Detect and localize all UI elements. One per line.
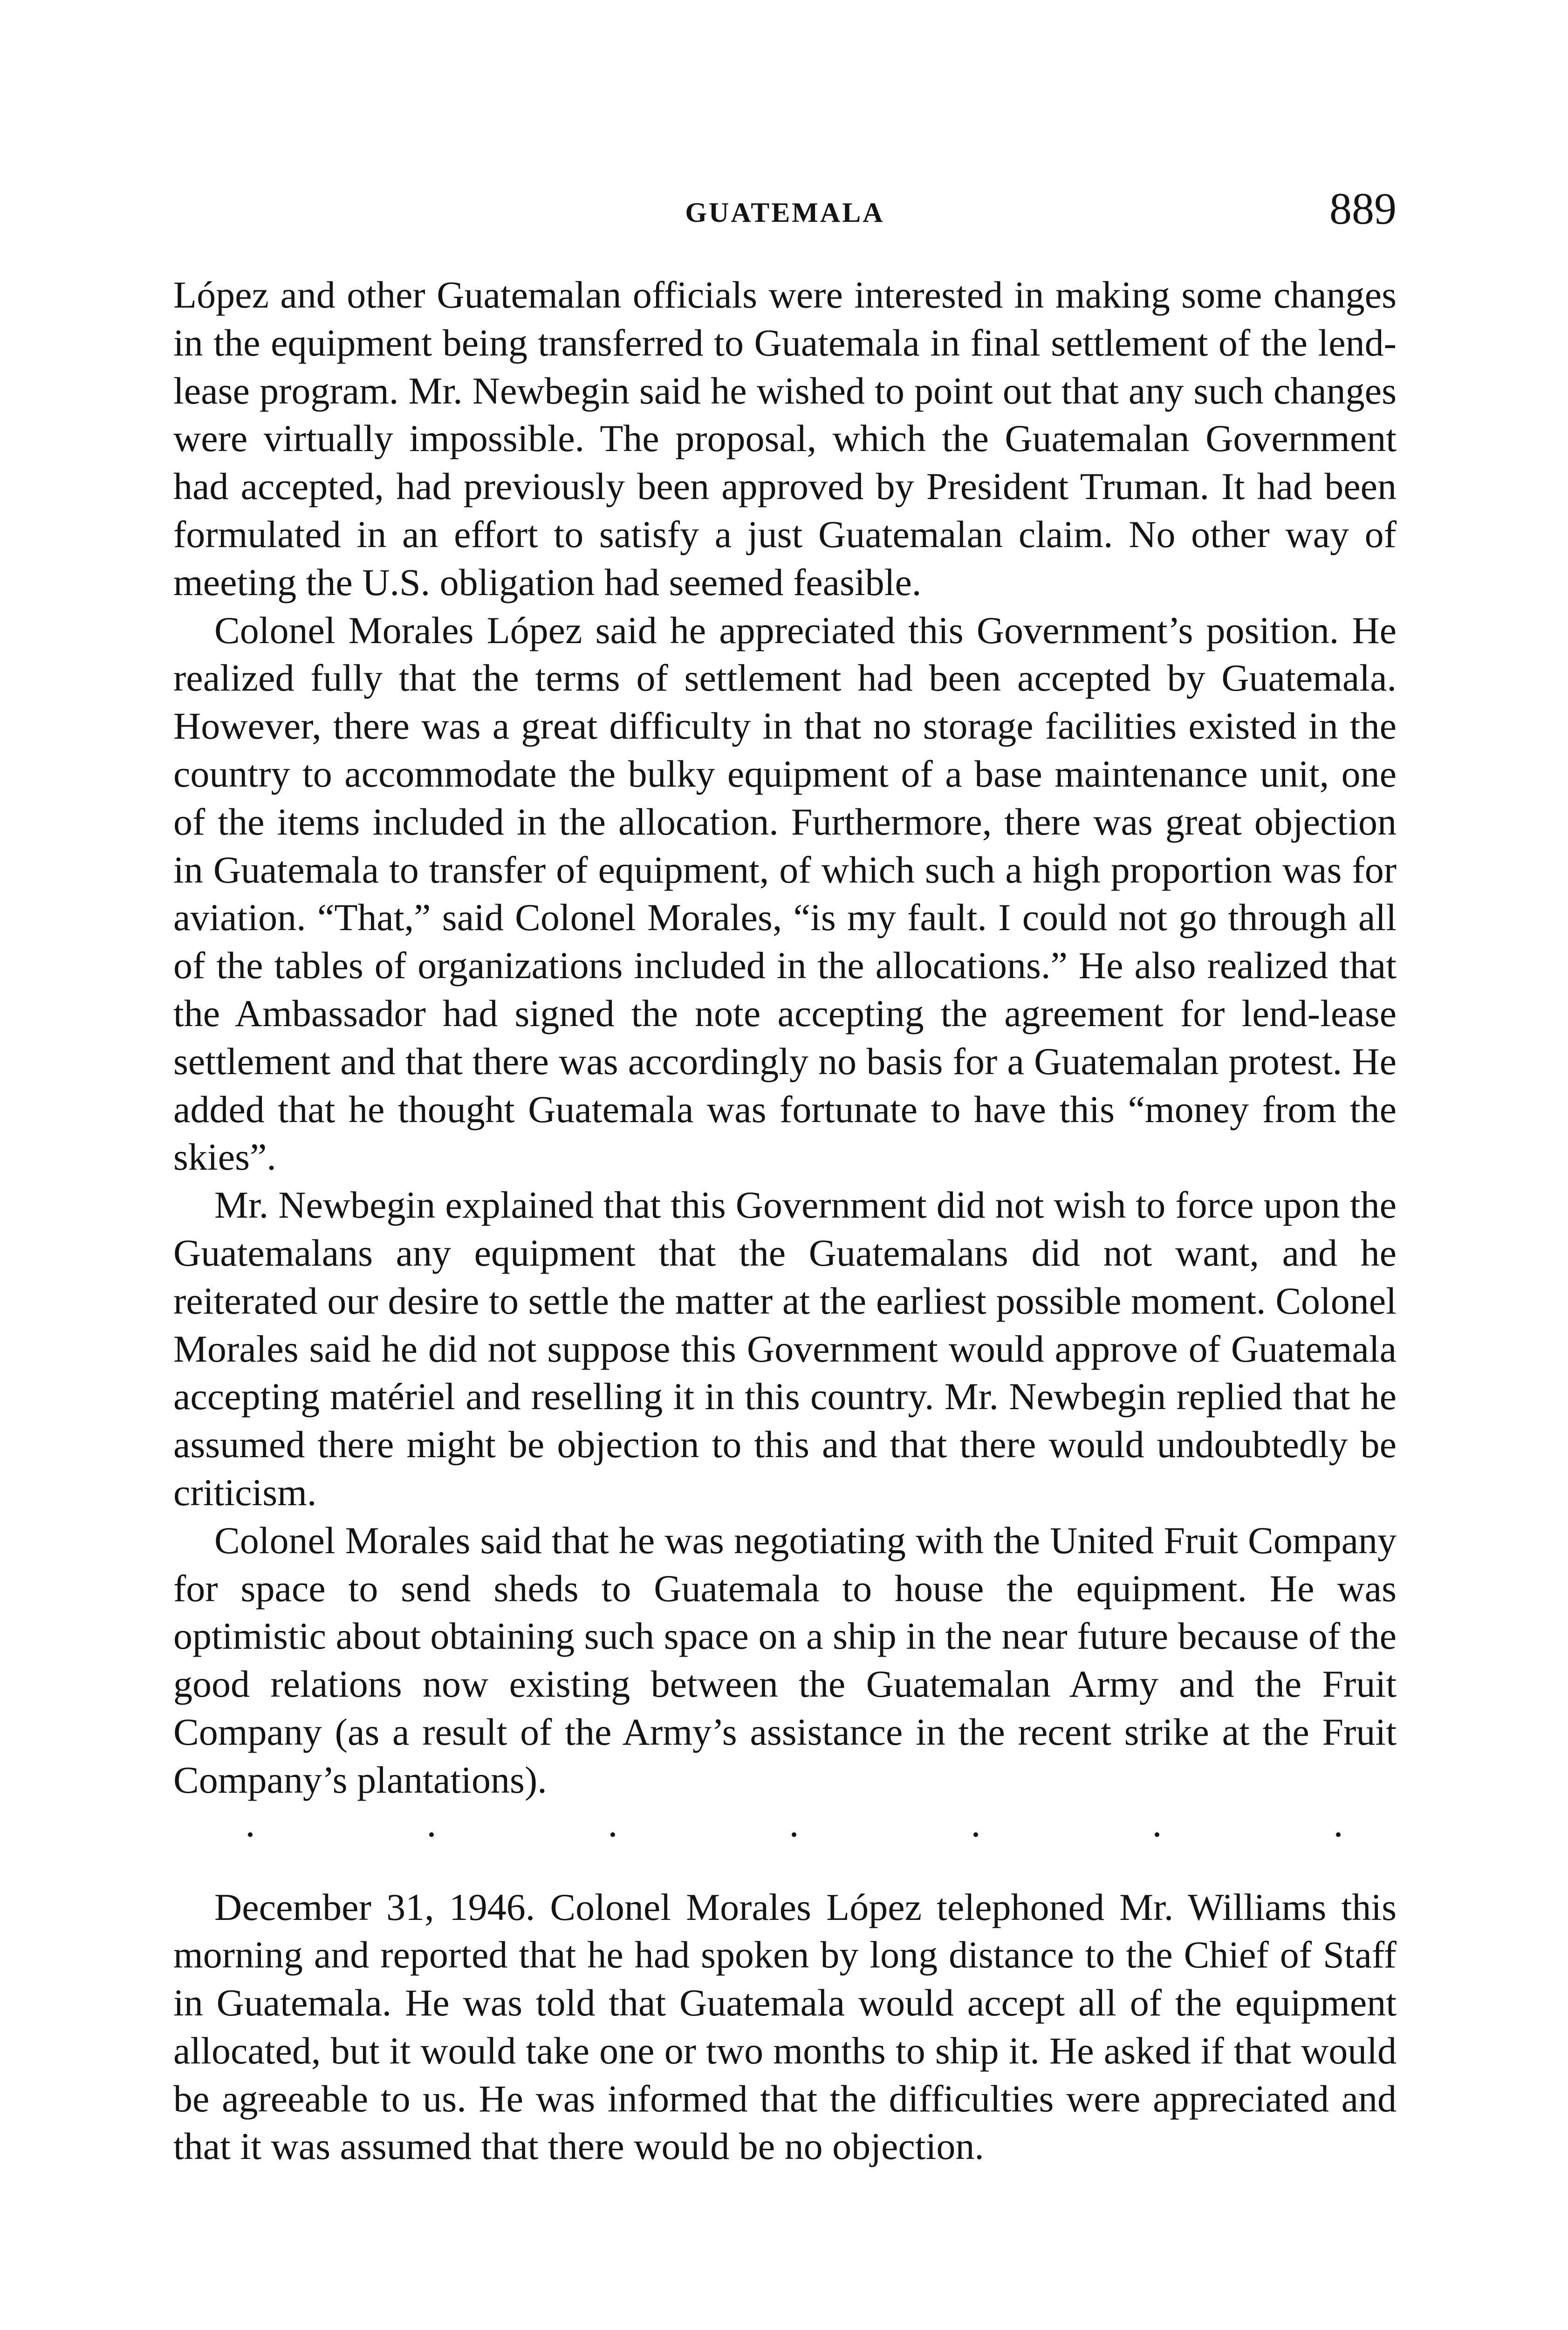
- paragraph-continuation: López and other Guatemalan officials were interested in making some changes in the equipment being transferred to Guatemala in final settlement of the lend-lease program. Mr. Newbegin said he wished to point out that any such changes were virtually impossible. The proposal, which the Guatemalan Government had accepted, had previously been approved by President Truman. It had been formulated in an effort to satisfy a just Guatemalan claim. No other way of meeting the U.S. obligation had seemed feasible.: [173, 274, 1397, 603]
- ellipsis-dot: [1155, 1832, 1159, 1837]
- dated-entry-paragraph: December 31, 1946. Colonel Morales López telephoned Mr. Williams this morning and reported that he had spoken by long distance to the Chief of Staff in Guatemala. He was told that Guatemala would accept all of the equipment allocated, but it would take one or two months to ship it. He asked if that would be agreeable to us. He was informed that the difficulties were appreciated and that it was assumed that there would be no objection.: [173, 1885, 1397, 2168]
- ellipsis-dot: [248, 1832, 253, 1837]
- page-number: 889: [1329, 184, 1397, 233]
- ellipsis-dot: [792, 1832, 796, 1837]
- paragraph: Mr. Newbegin explained that this Government did not wish to force upon the Guatemalans any equipment that the Guatemalans did not want, and he reiterated our desire to settle the matter at the earliest possible moment. Colonel Morales said he did not suppose this Government would approve of Guatemala accepting matériel and reselling it in this country. Mr. Newbegin replied that he assumed there might be objection to this and that there would undoubtedly be criticism.: [173, 1184, 1397, 1514]
- ellipsis-dot: [610, 1832, 615, 1837]
- ellipsis-separator: [173, 1806, 1397, 1857]
- running-header: [173, 185, 1397, 237]
- ellipsis-dot: [973, 1832, 978, 1837]
- ellipsis-dot: [429, 1832, 434, 1837]
- paragraph: Colonel Morales López said he appreciated this Government’s position. He realized fully that the terms of settlement had been accepted by Guatemala. However, there was a great difficulty in that no storage facilities existed in the country to accommodate the bulky equipment of a base maintenance unit, one of the items included in the allocation. Furthermore, there was great objection in Guatemala to transfer of equipment, of which such a high proportion was for aviation. “That,” said Colonel Morales, “is my fault. I could not go through all of the tables of organizations included in the allocations.” He also realized that the Ambassador had signed the note accepting the agreement for lend-lease settlement and that there was accordingly no basis for a Guatemalan protest. He added that he thought Guatemala was fortunate to have this “money from the skies”.: [173, 609, 1397, 1179]
- body-text: [173, 271, 1397, 2171]
- running-title: GUATEMALA: [685, 197, 885, 228]
- ellipsis-dot: [1336, 1832, 1341, 1837]
- paragraph: Colonel Morales said that he was negotiating with the United Fruit Company for space to send sheds to Guatemala to house the equipment. He was optimistic about obtaining such space on a ship in the near future because of the good relations now existing between the Guatemalan Army and the Fruit Company (as a result of the Army’s assistance in the recent strike at the Fruit Company’s plantations).: [173, 1519, 1397, 1801]
